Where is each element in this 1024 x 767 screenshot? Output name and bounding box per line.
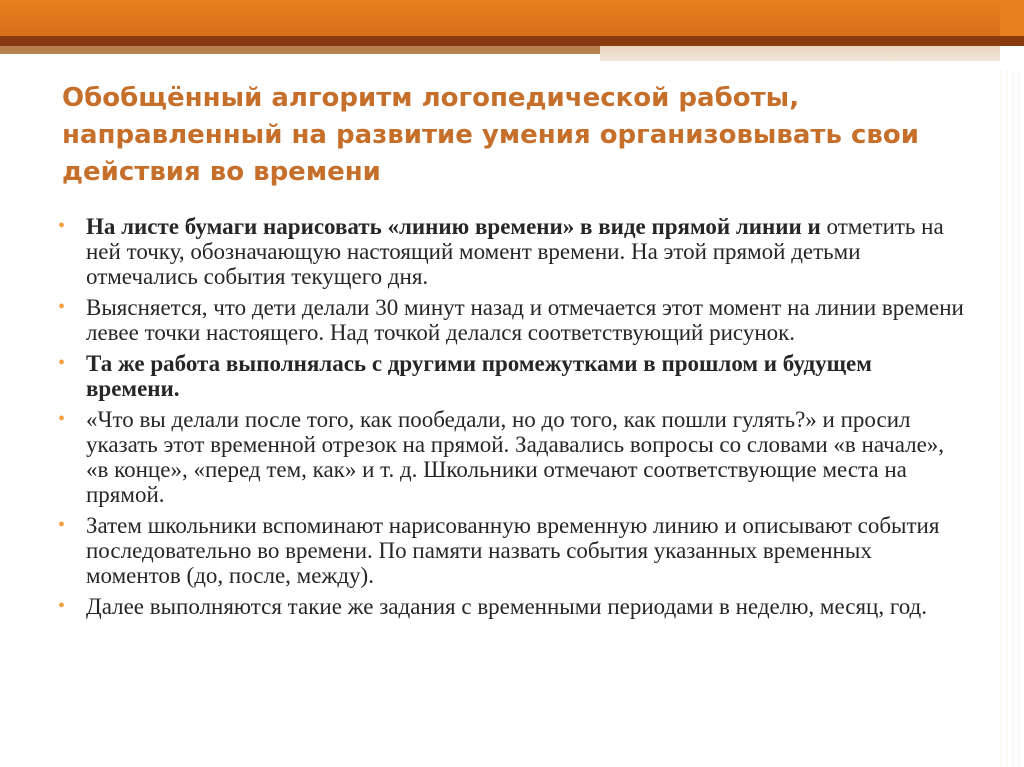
bullet-icon: • [58,352,66,374]
list-item [58,407,968,507]
header-bar-orange [0,0,1000,36]
right-edge-corner-dark [1000,36,1024,46]
bullet-text: «Что вы делали после того, как пообедали, но до того, как пошли гулять?» и просил указать этот временной отрезок на прямой. Задавались вопросы со словами «в начале», «в конце», «перед тем, как» и т. д. Школьники отмечают соответствующие места на прямой. [86,407,945,507]
right-edge-stripes [1000,70,1024,767]
bullet-text: Выясняется, что дети делали 30 минут назад и отмечается этот момент на линии времени левее точки настоящего. Над точкой делался соответствующий рисунок. [86,295,964,345]
bullet-icon: • [58,296,66,318]
header-bar-dark [0,36,1000,46]
bullet-text: Та же работа выполнялась с другими промежутками в прошлом и будущем времени. [86,351,872,401]
bullet-icon: • [58,215,66,237]
header-bar-tan-right [600,46,1000,61]
bullet-icon: • [58,408,66,430]
bullet-text: На листе бумаги нарисовать «линию времени» в виде прямой линии и отметить на ней точку, обозначающую настоящий момент времени. На этой прямой детьми отмечались события текущего дня. [86,214,944,289]
list-item [58,295,968,345]
bullet-text: Затем школьники вспоминают нарисованную временную линию и описывают события последовательно во времени. По памяти назвать события указанных временных моментов (до, после, между). [86,513,940,588]
bullet-icon: • [58,514,66,536]
bullet-list [58,214,968,625]
list-item [58,594,968,619]
bullet-icon: • [58,595,66,617]
bullet-text: Далее выполняются такие же задания с временными периодами в неделю, месяц, год. [86,594,927,619]
list-item [58,214,968,289]
list-item [58,513,968,588]
slide-title: Обобщённый алгоритм логопедической работы, направленный на развитие умения организовывать свои действия во времени [62,83,919,187]
bullet-text-emphasis: На листе бумаги нарисовать «линию времени» в виде прямой линии и [86,214,821,239]
header-bar-tan [0,46,600,54]
list-item [58,351,968,401]
